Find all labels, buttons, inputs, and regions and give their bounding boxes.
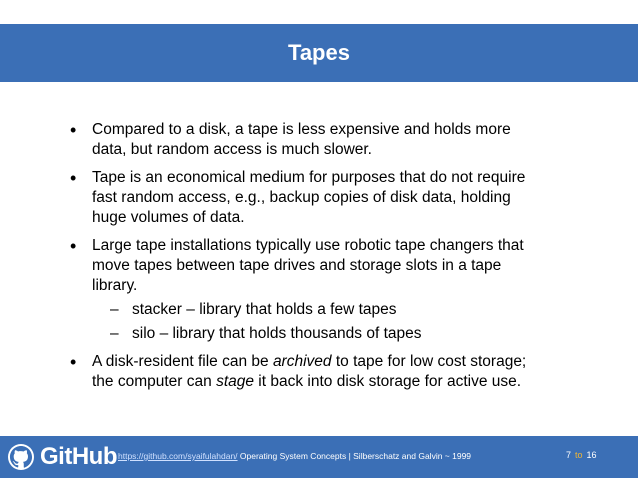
footer-bar xyxy=(0,436,638,478)
bullet-text-part: A disk-resident file can be xyxy=(92,353,273,370)
sub-bullet-text: stacker – library that holds a few tapes xyxy=(132,301,397,318)
github-octocat-icon xyxy=(8,444,34,470)
sub-bullet-text: silo – library that holds thousands of tapes xyxy=(132,325,422,342)
bullet-item xyxy=(66,352,546,392)
bullet-text: Tape is an economical medium for purposes that do not require fast random access, e.g., backup copies of disk data, holding huge volumes of data. xyxy=(92,169,526,226)
emphasis-stage: stage xyxy=(216,373,254,390)
bullet-marker: • xyxy=(70,236,77,256)
page-total: 16 xyxy=(586,450,597,460)
bullet-marker: • xyxy=(70,168,77,188)
credit-text: Operating System Concepts | Silberschatz and Galvin ~ 1999 xyxy=(237,451,472,461)
bullet-text xyxy=(92,353,526,390)
bullet-text: Compared to a disk, a tape is less expensive and holds more data, but random access is much slower. xyxy=(92,121,511,158)
bullet-item xyxy=(66,168,546,228)
sub-bullet-item xyxy=(66,324,546,344)
title-bar xyxy=(0,24,638,82)
sub-bullet-item xyxy=(66,300,546,320)
page-indicator xyxy=(566,450,597,460)
slide-title: Tapes xyxy=(288,40,350,65)
bullet-text-part: to tape for low cost storage; the computer can xyxy=(92,353,527,390)
github-link[interactable]: https://github.com/syaifulahdan/ xyxy=(118,451,238,461)
slide-content xyxy=(66,120,546,400)
sub-bullet-marker: – xyxy=(110,301,119,318)
bullet-marker: • xyxy=(70,352,77,372)
page-current: 7 xyxy=(566,450,572,460)
footer-credit xyxy=(118,451,471,461)
bullet-text-part: it back into disk storage for active use. xyxy=(254,373,522,390)
bullet-text: Large tape installations typically use robotic tape changers that move tapes between tape drives and storage slots in a tape library. xyxy=(92,237,524,294)
bullet-item xyxy=(66,236,546,296)
github-logo[interactable] xyxy=(8,440,117,474)
sub-bullet-marker: – xyxy=(110,325,119,342)
bullet-item xyxy=(66,120,546,160)
github-wordmark: GitHub xyxy=(40,443,117,470)
emphasis-archived: archived xyxy=(272,353,332,370)
bullet-marker: • xyxy=(70,120,77,140)
page-separator: to xyxy=(575,450,583,460)
